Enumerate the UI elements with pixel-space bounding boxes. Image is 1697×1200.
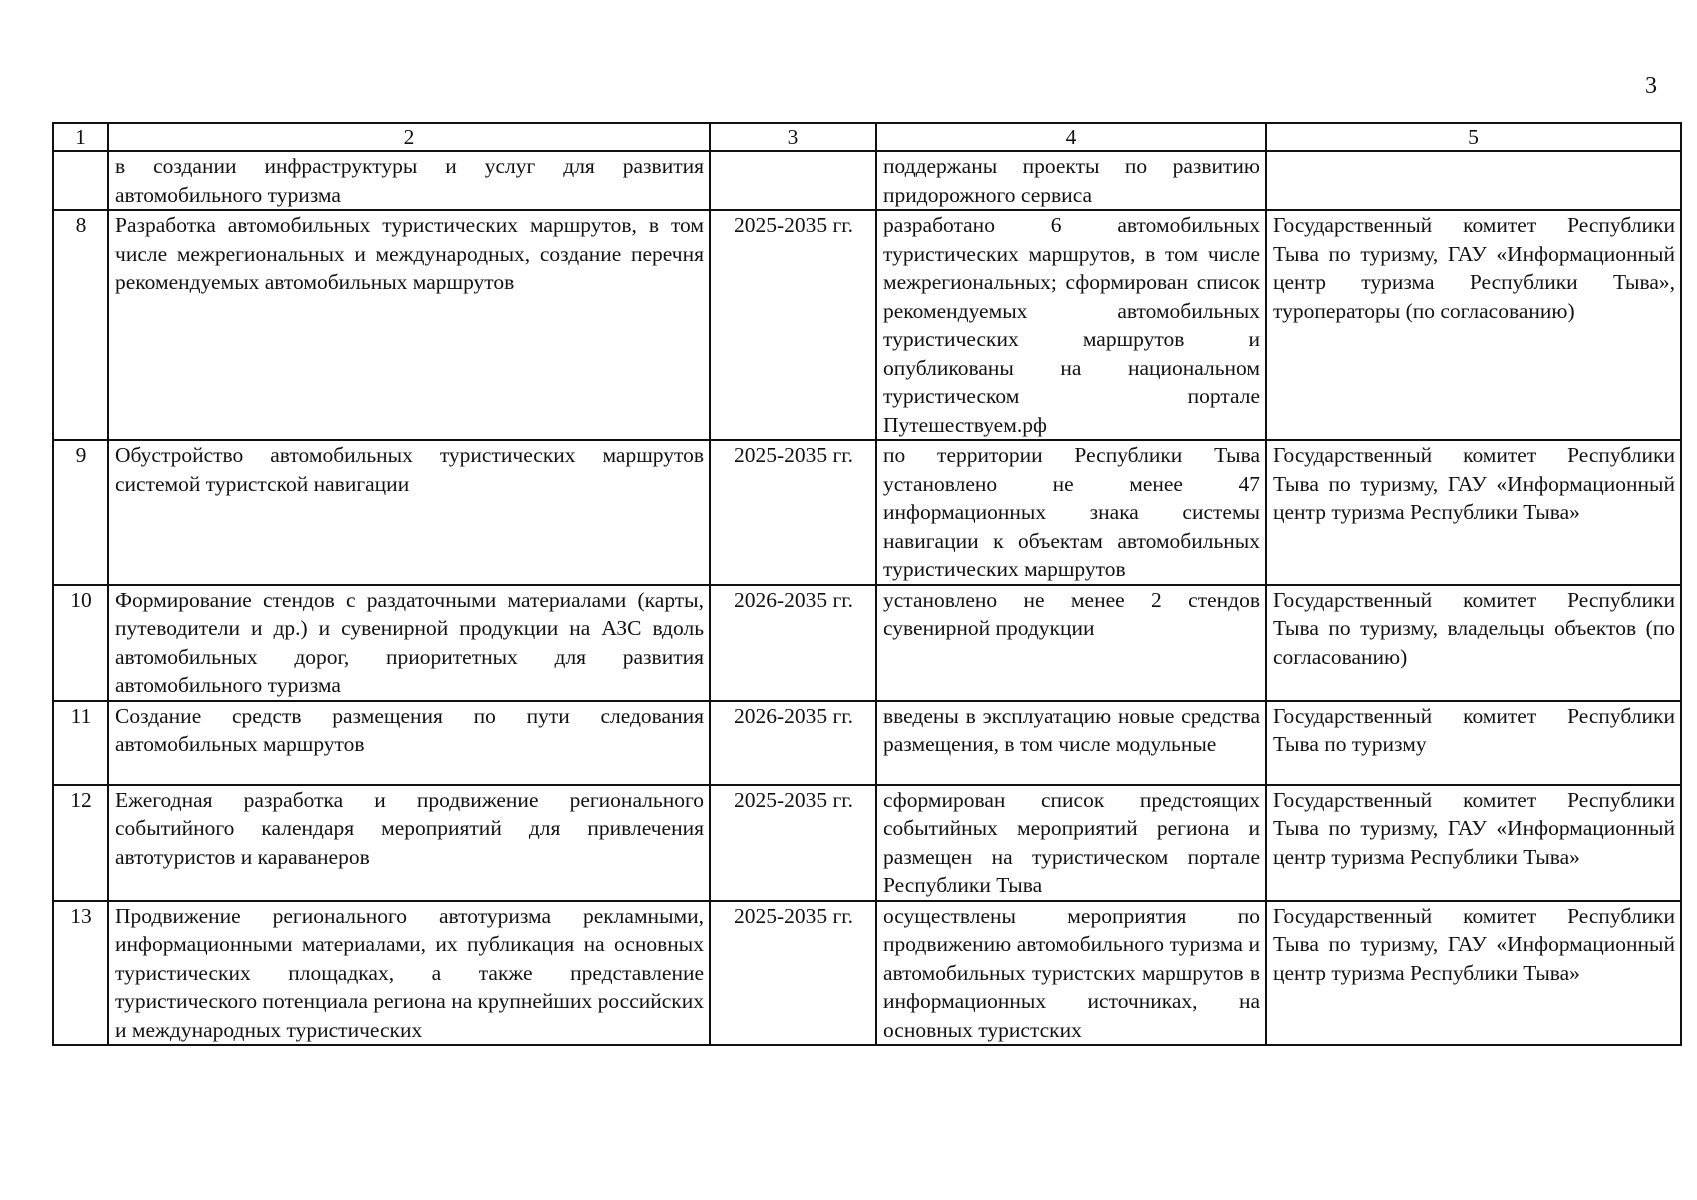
period-cell: 2026-2035 гг. (710, 585, 876, 701)
result-cell: по территории Республики Тыва установлено не менее 47 информационных знака системы навигации к объектам автомобильных туристических маршрутов (876, 440, 1266, 585)
responsible-cell: Государственный комитет Республики Тыва по туризму, ГАУ «Информационный центр туризма Республики Тыва» (1266, 440, 1681, 585)
period-cell: 2025-2035 гг. (710, 440, 876, 585)
page-number: 3 (1645, 73, 1657, 99)
period-cell: 2025-2035 гг. (710, 210, 876, 440)
responsible-cell: Государственный комитет Республики Тыва по туризму, ГАУ «Информационный центр туризма Республики Тыва» (1266, 785, 1681, 901)
result-cell: введены в эксплуатацию новые средства размещения, в том числе модульные (876, 701, 1266, 785)
table-header-row (53, 123, 1681, 151)
result-cell: поддержаны проекты по развитию придорожного сервиса (876, 151, 1266, 210)
result-cell: осуществлены мероприятия по продвижению автомобильного туризма и автомобильных туристских маршрутов в информационных источниках, на основных туристских (876, 901, 1266, 1046)
measure-cell: Ежегодная разработка и продвижение регионального событийного календаря мероприятий для привлечения автотуристов и караванеров (108, 785, 710, 901)
measure-cell: Продвижение регионального автотуризма рекламными, информационными материалами, их публикация на основных туристических площадках, а также представление туристического потенциала региона на крупнейших российских и международных туристических (108, 901, 710, 1046)
measure-cell: Обустройство автомобильных туристических маршрутов системой туристской навигации (108, 440, 710, 585)
row-number: 11 (53, 701, 108, 785)
column-header-3: 3 (710, 123, 876, 151)
responsible-cell: Государственный комитет Республики Тыва по туризму, ГАУ «Информационный центр туризма Республики Тыва» (1266, 901, 1681, 1046)
table-row (53, 701, 1681, 785)
row-number (53, 151, 108, 210)
action-plan-table (52, 122, 1682, 1046)
row-number: 8 (53, 210, 108, 440)
column-header-5: 5 (1266, 123, 1681, 151)
result-cell: установлено не менее 2 стендов сувенирной продукции (876, 585, 1266, 701)
period-cell: 2025-2035 гг. (710, 901, 876, 1046)
table-row (53, 151, 1681, 210)
result-cell: разработано 6 автомобильных туристических маршрутов, в том числе межрегиональных; сформирован список рекомендуемых автомобильных туристических маршрутов и опубликованы на национальном туристическом портале Путешествуем.рф (876, 210, 1266, 440)
table-row (53, 901, 1681, 1046)
responsible-cell: Государственный комитет Республики Тыва по туризму, владельцы объектов (по согласованию) (1266, 585, 1681, 701)
period-cell (710, 151, 876, 210)
row-number: 9 (53, 440, 108, 585)
column-header-2: 2 (108, 123, 710, 151)
period-cell: 2026-2035 гг. (710, 701, 876, 785)
responsible-cell (1266, 151, 1681, 210)
table-row (53, 785, 1681, 901)
measure-cell: Создание средств размещения по пути следования автомобильных маршрутов (108, 701, 710, 785)
table-row (53, 210, 1681, 440)
table-row (53, 440, 1681, 585)
measure-cell: Формирование стендов с раздаточными материалами (карты, путеводители и др.) и сувенирной продукции на АЗС вдоль автомобильных дорог, приоритетных для развития автомобильного туризма (108, 585, 710, 701)
responsible-cell: Государственный комитет Республики Тыва по туризму, ГАУ «Информационный центр туризма Республики Тыва», туроператоры (по согласованию) (1266, 210, 1681, 440)
period-cell: 2025-2035 гг. (710, 785, 876, 901)
measure-cell: в создании инфраструктуры и услуг для развития автомобильного туризма (108, 151, 710, 210)
table-row (53, 585, 1681, 701)
responsible-cell: Государственный комитет Республики Тыва по туризму (1266, 701, 1681, 785)
row-number: 12 (53, 785, 108, 901)
result-cell: сформирован список предстоящих событийных мероприятий региона и размещен на туристическом портале Республики Тыва (876, 785, 1266, 901)
column-header-4: 4 (876, 123, 1266, 151)
column-header-1: 1 (53, 123, 108, 151)
measure-cell: Разработка автомобильных туристических маршрутов, в том числе межрегиональных и международных, создание перечня рекомендуемых автомобильных маршрутов (108, 210, 710, 440)
row-number: 13 (53, 901, 108, 1046)
row-number: 10 (53, 585, 108, 701)
